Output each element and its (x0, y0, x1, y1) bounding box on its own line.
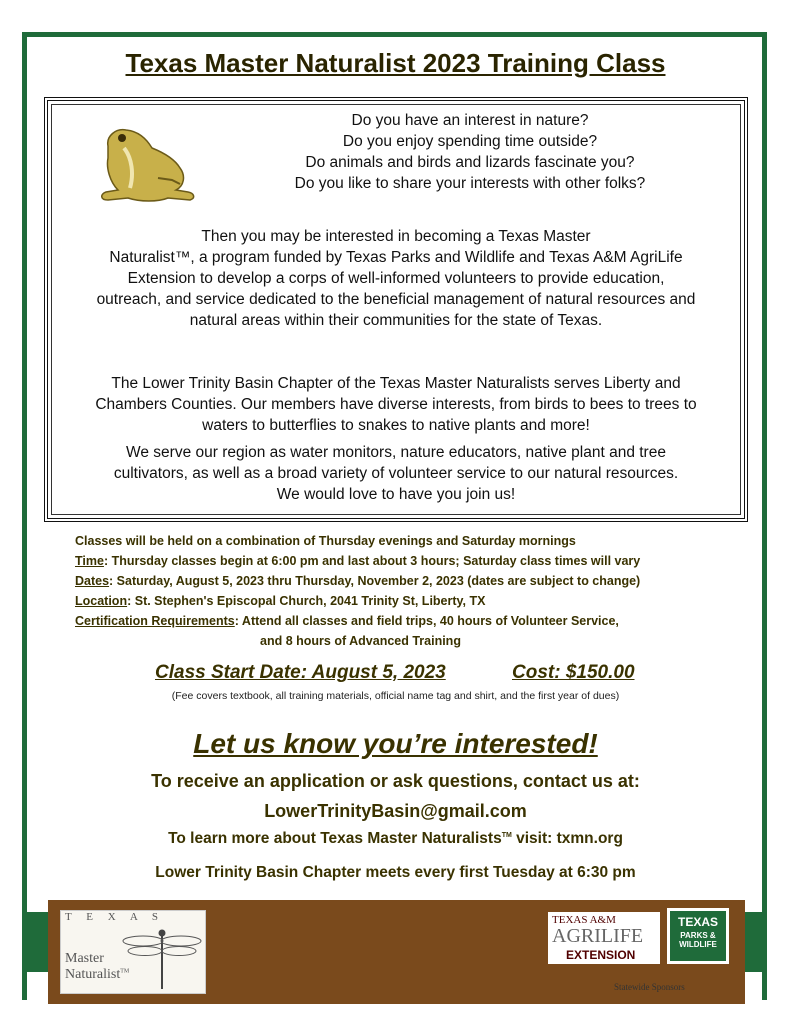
serve-line: We would love to have you join us! (276, 486, 516, 503)
intro-line: Extension to develop a corps of well-informed volunteers to provide education, (127, 270, 665, 287)
location-label: Location (75, 594, 128, 608)
agri-bot: EXTENSION (566, 948, 636, 962)
intro-line: Naturalist™, a program funded by Texas Parks and Wildlife and Texas A&M AgriLife (109, 249, 683, 266)
question-3: Do animals and birds and lizards fascinate you? (305, 154, 635, 171)
intro-line: outreach, and service dedicated to the beneficial management of natural resources and (96, 291, 696, 308)
meeting-info: Lower Trinity Basin Chapter meets every first Tuesday at 6:30 pm (155, 864, 636, 881)
location-info (75, 594, 485, 608)
intro-line: Then you may be interested in becoming a Texas Master (201, 228, 591, 245)
serve-paragraph (56, 442, 736, 505)
statewide-sponsors: Statewide Sponsors (614, 982, 685, 992)
logo-naturalist: Naturalist (65, 967, 121, 982)
question-4: Do you like to share your interests with other folks? (294, 175, 646, 192)
cert-label: Certification Requirements (75, 614, 235, 628)
tpw-line-2: PARKS & (680, 931, 716, 940)
page-title: Texas Master Naturalist 2023 Training Class (125, 48, 666, 78)
location-value: : St. Stephen's Episcopal Church, 2041 Trinity St, Liberty, TX (127, 594, 486, 608)
certification-info (75, 614, 619, 628)
class-start-date: Class Start Date: August 5, 2023 (155, 662, 446, 683)
logo-tm: TM (120, 968, 130, 975)
dates-value: : Saturday, August 5, 2023 thru Thursday, November 2, 2023 (dates are subject to change) (109, 574, 641, 588)
serve-line: cultivators, as well as a broad variety of volunteer service to our natural resources. (113, 465, 679, 482)
logo-master: Master (65, 951, 104, 966)
learn-more-link[interactable]: visit: txmn.org (511, 830, 623, 847)
serve-line: We serve our region as water monitors, nature educators, native plant and tree (126, 444, 666, 461)
time-label: Time (75, 554, 104, 568)
frog-illustration (88, 118, 208, 208)
logo-naturalist-line (65, 967, 129, 983)
dragonfly-icon (121, 925, 203, 991)
tpw-line-1: TEXAS (677, 915, 718, 929)
learn-more (0, 830, 791, 848)
chapter-line: waters to butterflies to snakes to native plants and more! (202, 417, 590, 434)
texas-master-naturalist-logo (60, 910, 206, 994)
chapter-line: Chambers Counties. Our members have diverse interests, from birds to bees to trees to (95, 396, 697, 413)
intro-line: natural areas within their communities for the state of Texas. (189, 312, 603, 329)
tpw-line-3: WILDLIFE (679, 940, 717, 949)
interest-heading: Let us know you’re interested! (193, 728, 598, 759)
fee-note: (Fee covers textbook, all training materials, official name tag and shirt, and the first year of dues) (171, 690, 620, 702)
intro-paragraph (56, 226, 736, 331)
classes-info: Classes will be held on a combination of Thursday evenings and Saturday mornings (75, 534, 576, 548)
learn-more-text: To learn more about Texas Master Naturalists (168, 830, 502, 847)
question-2: Do you enjoy spending time outside? (342, 133, 598, 150)
contact-line: To receive an application or ask questions, contact us at: (151, 771, 640, 791)
tpw-badge (670, 911, 726, 961)
agri-mid: AGRILIFE (552, 925, 644, 947)
logo-texas: T E X A S (65, 911, 165, 923)
agrilife-extension-logo (548, 912, 660, 964)
certification-info-2: and 8 hours of Advanced Training (260, 634, 461, 648)
dates-label: Dates (75, 574, 110, 588)
cert-value: : Attend all classes and field trips, 40 hours of Volunteer Service, (234, 614, 619, 628)
texas-parks-wildlife-logo (667, 908, 729, 964)
time-info (75, 554, 640, 568)
time-value: : Thursday classes begin at 6:00 pm and last about 3 hours; Saturday class times will vary (103, 554, 641, 568)
contact-email[interactable]: LowerTrinityBasin@gmail.com (264, 801, 527, 821)
dates-info (75, 574, 640, 588)
tm-mark: TM (501, 831, 512, 839)
agri-top: TEXAS A&M (552, 914, 616, 926)
chapter-paragraph (56, 373, 736, 436)
class-cost: Cost: $150.00 (512, 662, 635, 683)
question-1: Do you have an interest in nature? (351, 112, 589, 129)
chapter-line: The Lower Trinity Basin Chapter of the Texas Master Naturalists serves Liberty and (111, 375, 681, 392)
